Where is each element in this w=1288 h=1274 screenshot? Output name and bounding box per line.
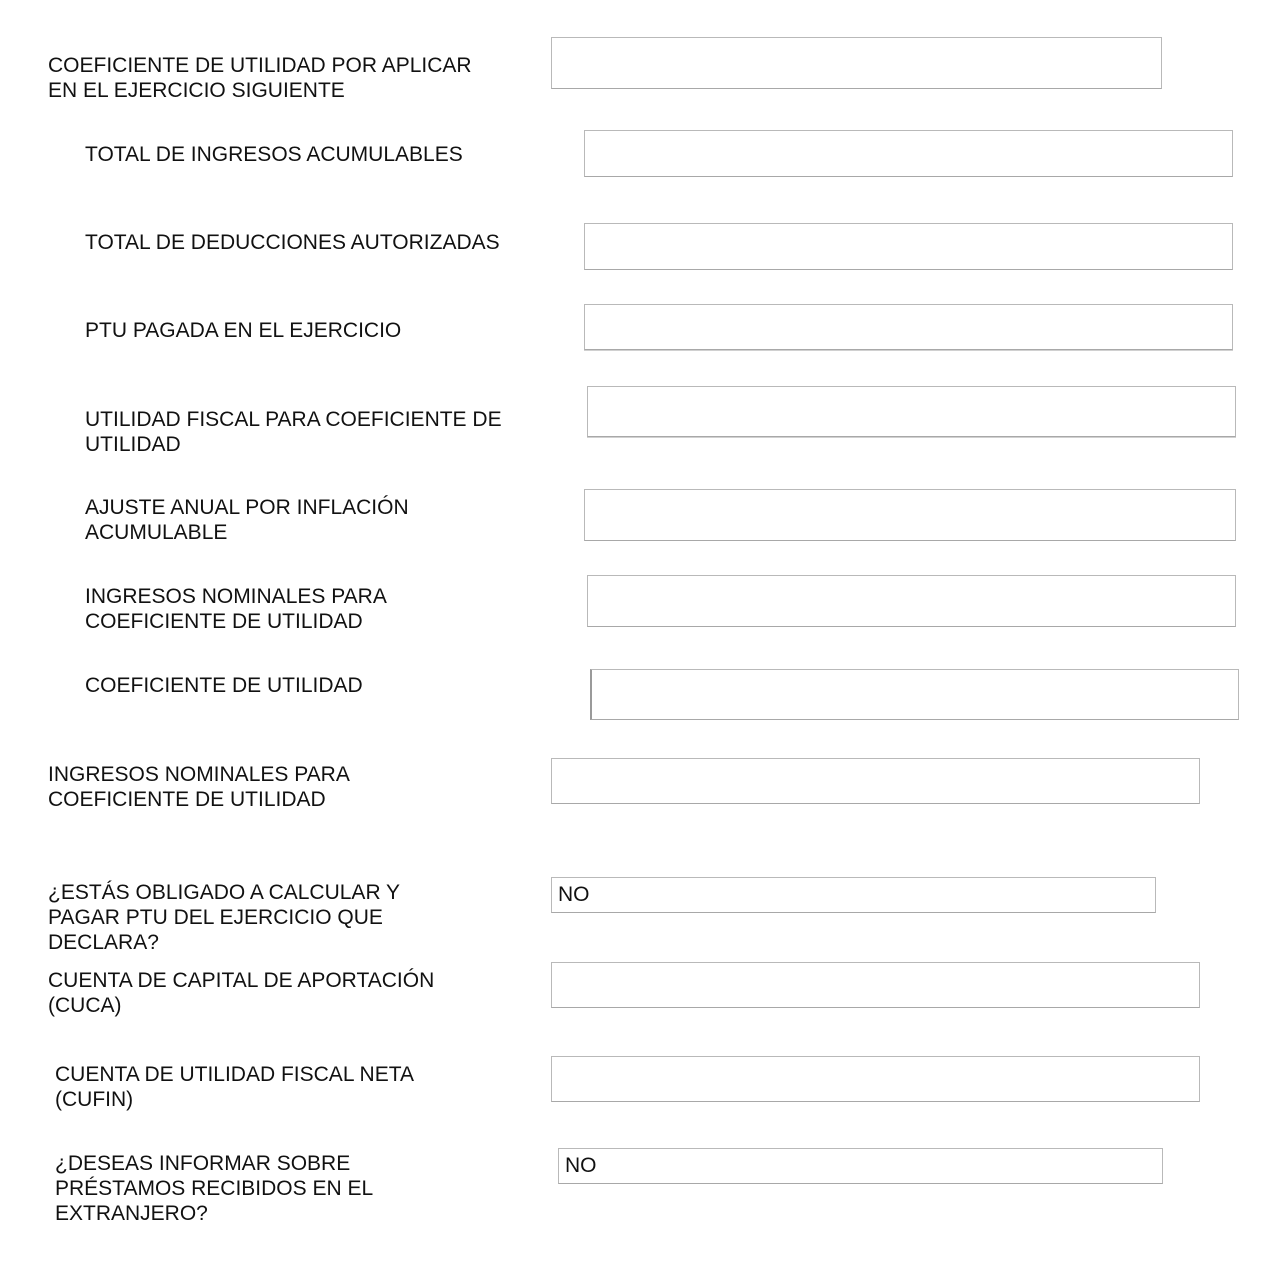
cuenta-utilidad-fiscal-neta-input[interactable] [551,1056,1200,1102]
label-ingresos-nominales-coeficiente: INGRESOS NOMINALES PARA COEFICIENTE DE UTILIDAD [48,763,350,811]
label-ajuste-anual-inflacion: AJUSTE ANUAL POR INFLACIÓN ACUMULABLE [85,496,409,544]
ingresos-nominales-coeficiente-sub-input[interactable] [587,575,1236,627]
total-deducciones-autorizadas-input[interactable] [584,223,1233,270]
label-utilidad-fiscal-coeficiente: UTILIDAD FISCAL PARA COEFICIENTE DE UTILIDAD [85,408,502,456]
utilidad-fiscal-coeficiente-input[interactable] [587,386,1236,437]
label-total-deducciones-autorizadas: TOTAL DE DEDUCCIONES AUTORIZADAS [85,231,500,254]
prestamos-extranjero-field[interactable] [558,1148,1163,1184]
label-coeficiente-utilidad-siguiente: COEFICIENTE DE UTILIDAD POR APLICAR EN EL EJERCICIO SIGUIENTE [48,54,472,102]
total-ingresos-acumulables-input[interactable] [584,130,1233,177]
label-cuenta-utilidad-fiscal-neta: CUENTA DE UTILIDAD FISCAL NETA (CUFIN) [55,1063,414,1111]
ingresos-nominales-coeficiente-input[interactable] [551,758,1200,804]
label-total-ingresos-acumulables: TOTAL DE INGRESOS ACUMULABLES [85,143,463,166]
label-cuenta-capital-aportacion: CUENTA DE CAPITAL DE APORTACIÓN (CUCA) [48,969,435,1017]
obligado-calcular-ptu-field[interactable] [551,877,1156,913]
label-coeficiente-utilidad: COEFICIENTE DE UTILIDAD [85,674,363,697]
coeficiente-utilidad-siguiente-input[interactable] [551,37,1162,89]
label-prestamos-extranjero: ¿DESEAS INFORMAR SOBRE PRÉSTAMOS RECIBIDOS EN EL EXTRANJERO? [55,1152,374,1225]
label-ingresos-nominales-coeficiente-sub: INGRESOS NOMINALES PARA COEFICIENTE DE UTILIDAD [85,585,387,633]
label-obligado-calcular-ptu: ¿ESTÁS OBLIGADO A CALCULAR Y PAGAR PTU DEL EJERCICIO QUE DECLARA? [48,881,401,954]
ajuste-anual-inflacion-input[interactable] [584,489,1236,541]
cuenta-capital-aportacion-input[interactable] [551,962,1200,1008]
label-ptu-pagada: PTU PAGADA EN EL EJERCICIO [85,319,402,342]
coeficiente-utilidad-input[interactable] [590,669,1239,720]
ptu-pagada-input[interactable] [584,304,1233,350]
